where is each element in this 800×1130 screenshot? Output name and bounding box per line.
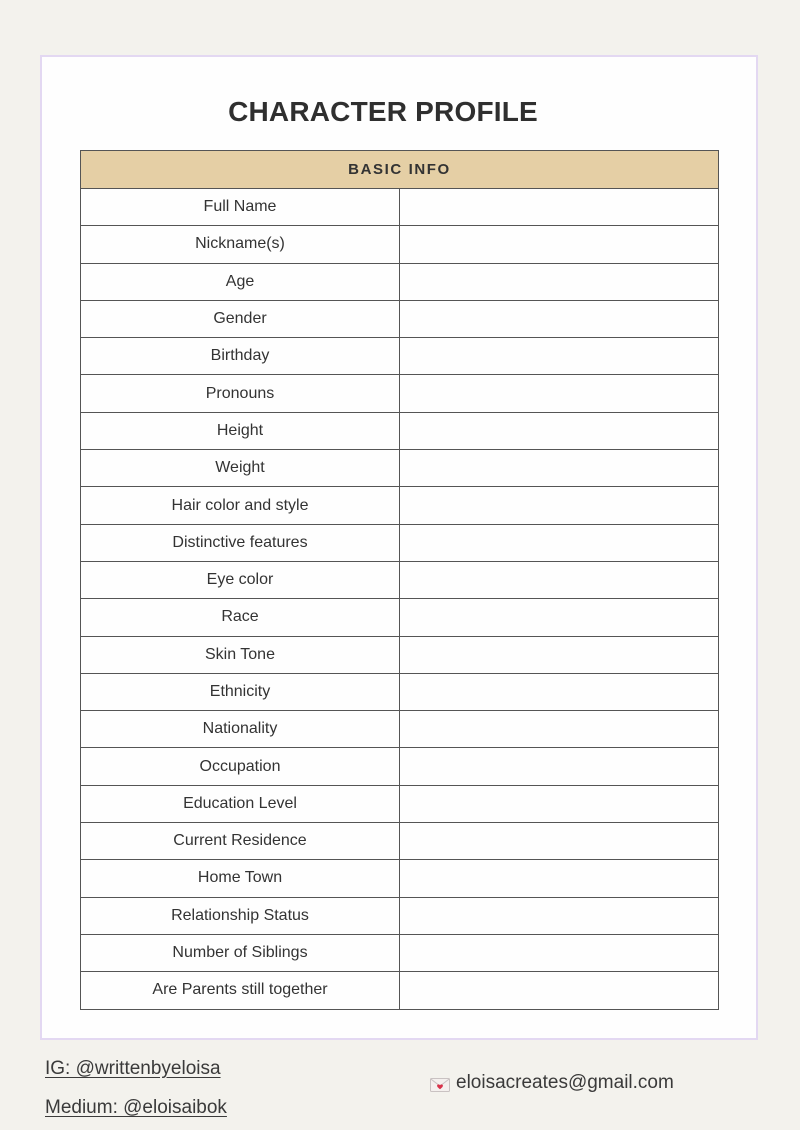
field-value-cell[interactable] [400,673,719,710]
field-value-cell[interactable] [400,561,719,598]
email-address: eloisacreates@gmail.com [456,1072,674,1093]
field-label: Skin Tone [81,636,400,673]
field-label: Hair color and style [81,487,400,524]
table-row [81,412,719,449]
table-row [81,748,719,785]
field-value-cell[interactable] [400,823,719,860]
table-row [81,300,719,337]
field-value-cell[interactable] [400,785,719,822]
field-value-cell[interactable] [400,338,719,375]
field-value-cell[interactable] [400,412,719,449]
field-value-cell[interactable] [400,263,719,300]
field-label: Relationship Status [81,897,400,934]
field-value-cell[interactable] [400,599,719,636]
field-value-cell[interactable] [400,636,719,673]
field-label: Gender [81,300,400,337]
field-label: Number of Siblings [81,934,400,971]
table-row [81,599,719,636]
section-header: BASIC INFO [81,151,719,189]
table-body [81,189,719,1010]
table-row [81,897,719,934]
field-label: Birthday [81,338,400,375]
field-value-cell[interactable] [400,897,719,934]
field-value-cell[interactable] [400,972,719,1009]
field-label: Nationality [81,711,400,748]
field-label: Home Town [81,860,400,897]
table-row [81,487,719,524]
field-value-cell[interactable] [400,300,719,337]
table-row [81,972,719,1009]
table-row [81,785,719,822]
field-label: Occupation [81,748,400,785]
table-row [81,338,719,375]
field-value-cell[interactable] [400,748,719,785]
table-row [81,636,719,673]
table-row [81,375,719,412]
field-label: Distinctive features [81,524,400,561]
table-row [81,673,719,710]
field-label: Age [81,263,400,300]
field-value-cell[interactable] [400,711,719,748]
table-row [81,263,719,300]
email-contact[interactable] [430,1072,674,1094]
table-row [81,860,719,897]
field-label: Eye color [81,561,400,598]
field-value-cell[interactable] [400,226,719,263]
table-row [81,524,719,561]
field-value-cell[interactable] [400,524,719,561]
field-value-cell[interactable] [400,450,719,487]
basic-info-table [80,150,719,1010]
field-label: Height [81,412,400,449]
medium-link[interactable]: Medium: @eloisaibok [45,1097,227,1118]
page-title: CHARACTER PROFILE [228,96,538,127]
field-value-cell[interactable] [400,860,719,897]
field-label: Race [81,599,400,636]
field-value-cell[interactable] [400,487,719,524]
field-value-cell[interactable] [400,934,719,971]
table-row [81,450,719,487]
field-label: Are Parents still together [81,972,400,1009]
instagram-link[interactable]: IG: @writtenbyeloisa [45,1058,221,1079]
field-label: Full Name [81,189,400,226]
table-row [81,189,719,226]
field-label: Nickname(s) [81,226,400,263]
table-header-row [81,151,719,189]
field-value-cell[interactable] [400,189,719,226]
table-row [81,934,719,971]
field-value-cell[interactable] [400,375,719,412]
table-row [81,823,719,860]
love-letter-icon [430,1076,450,1090]
table-row [81,561,719,598]
field-label: Ethnicity [81,673,400,710]
field-label: Education Level [81,785,400,822]
table-row [81,711,719,748]
field-label: Weight [81,450,400,487]
field-label: Pronouns [81,375,400,412]
table-row [81,226,719,263]
field-label: Current Residence [81,823,400,860]
